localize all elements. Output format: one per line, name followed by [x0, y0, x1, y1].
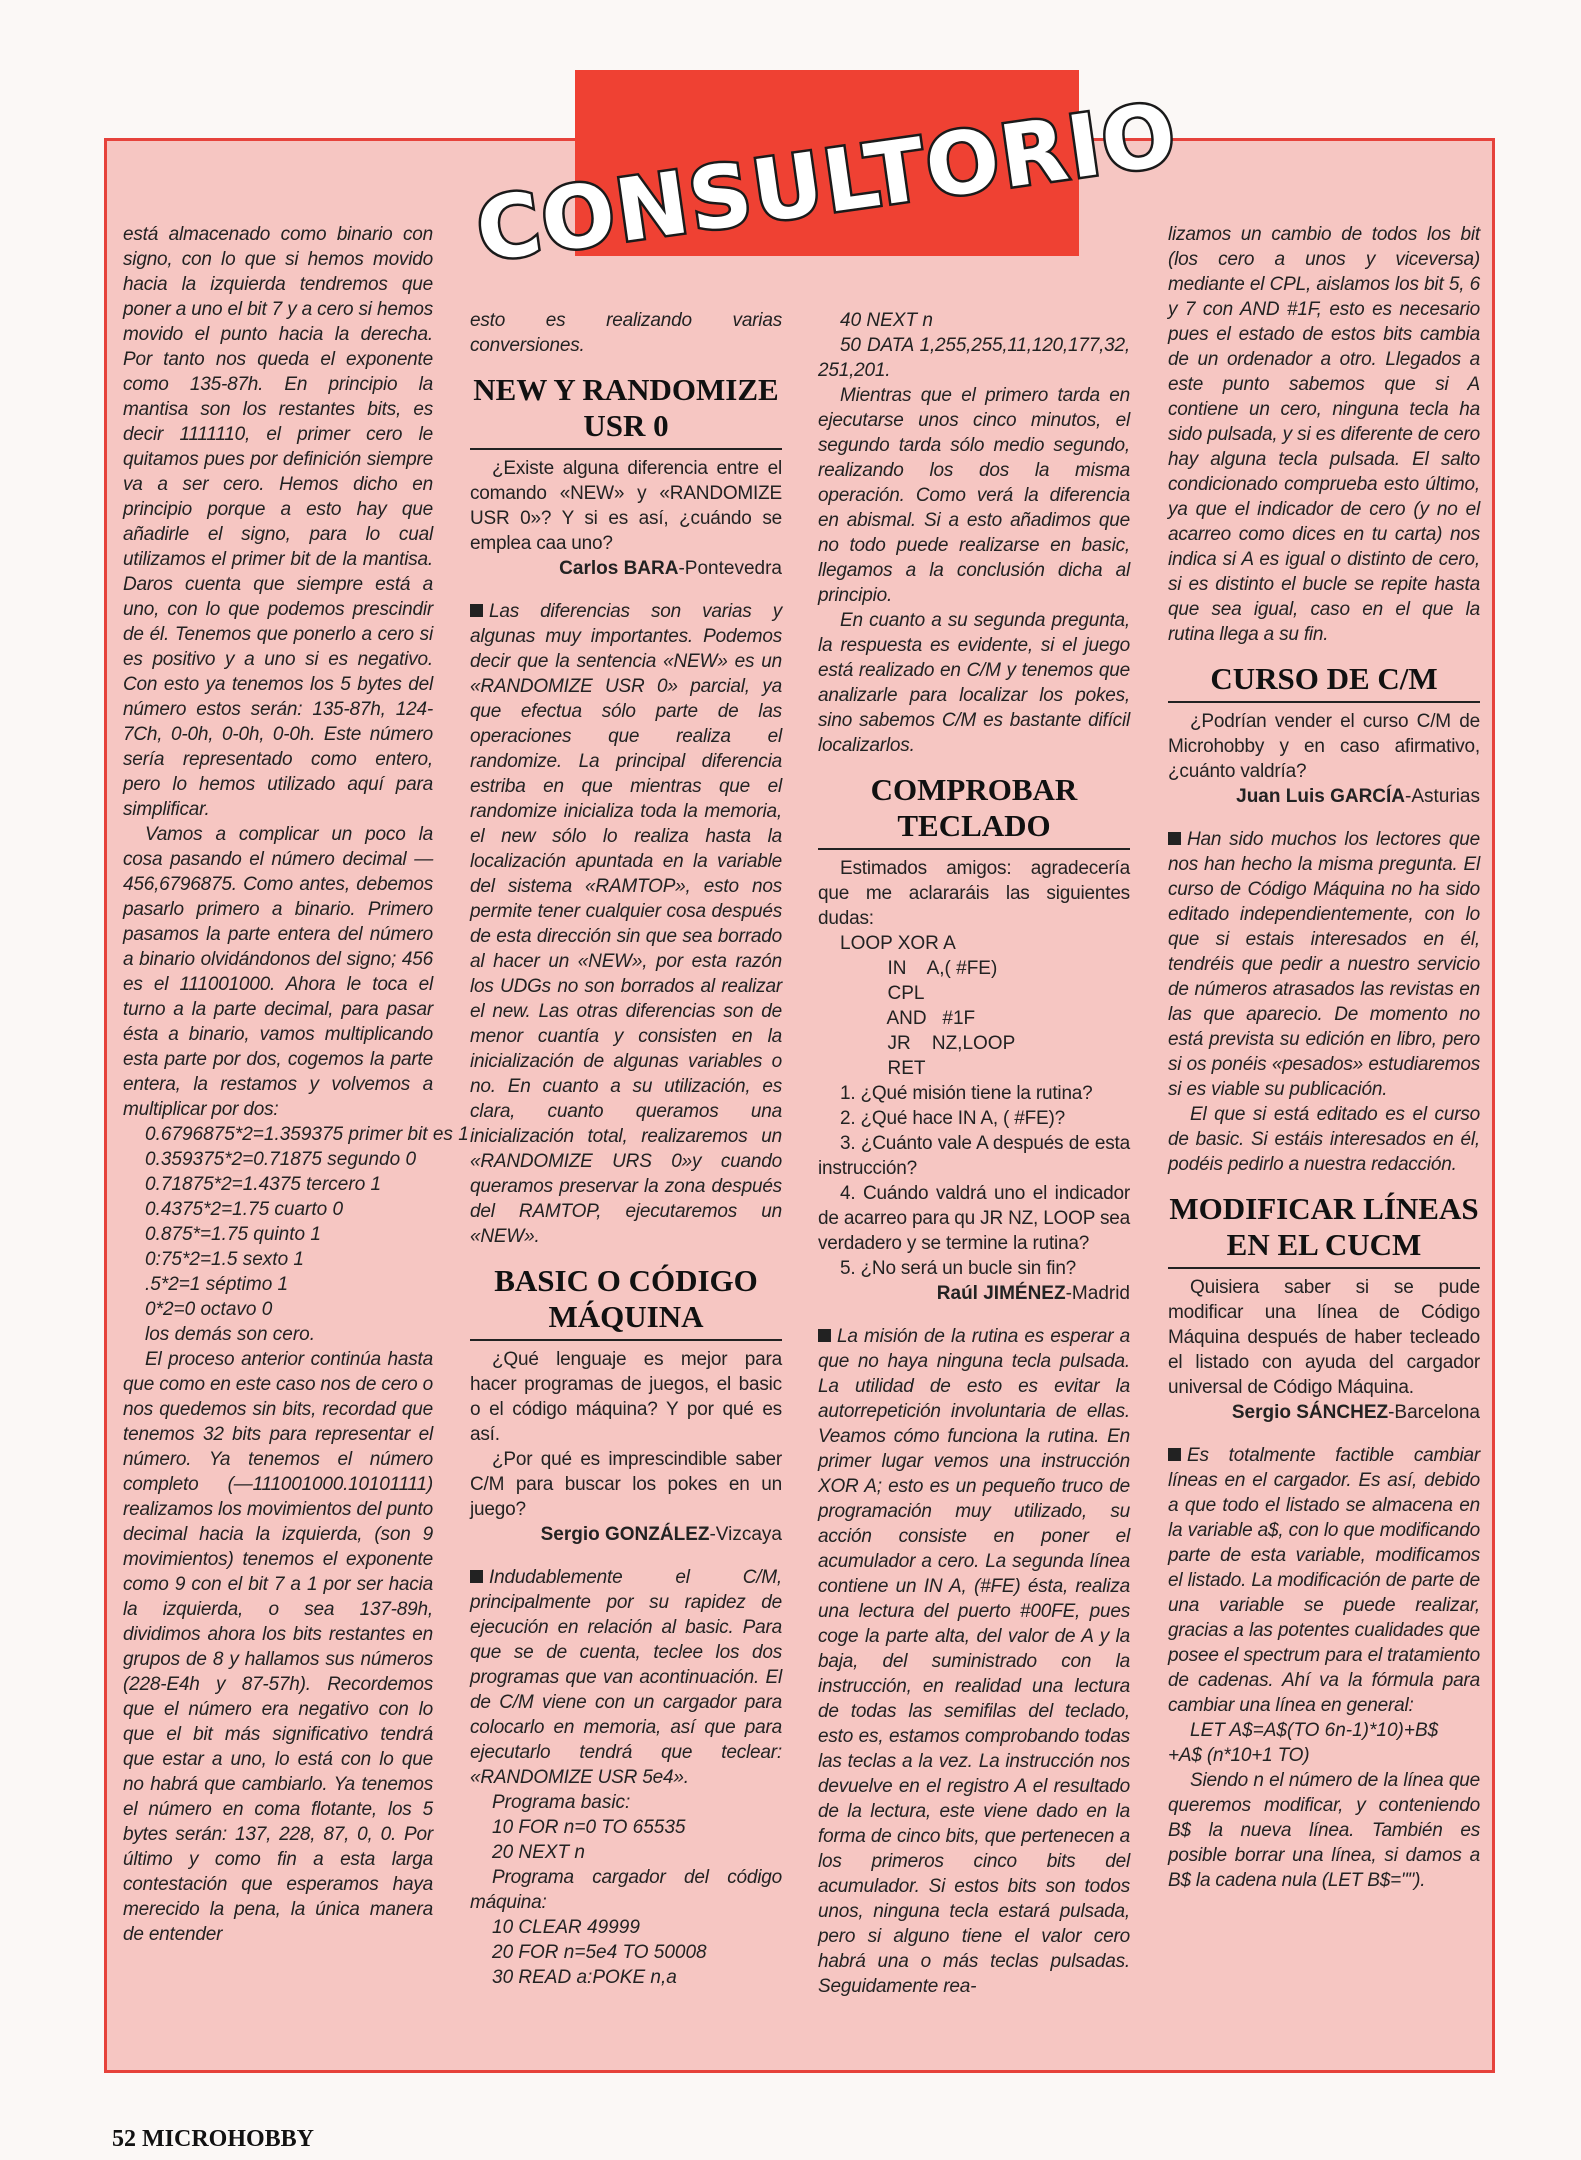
signature-name: Sergio GONZÁLEZ — [540, 1524, 710, 1545]
signature — [818, 1281, 1130, 1306]
column-4 — [1168, 222, 1480, 1893]
asm-line: JR NZ,LOOP — [840, 1033, 1016, 1054]
question-teclado: Estimados amigos: agradecería que me aclararáis las siguientes dudas: — [818, 858, 1130, 929]
answer-curso-cm — [1168, 827, 1480, 1102]
signature-name: Raúl JIMÉNEZ — [936, 1283, 1066, 1304]
code-line: 50 DATA 1,255,255,11,120,177,32, 251,201. — [818, 335, 1130, 381]
calc-line: 0.359375*2=0.71875 segundo 0 — [145, 1149, 417, 1170]
col3-paragraph-1: Mientras que el primero tarda en ejecutarse unos cinco minutos, el segundo tarda sólo medio segundo, realizando los dos la misma operación. Como verá la diferencia en abismal. Si a esto añadimos que no todo puede realizarse en basic, llegamos a la conclusión dicha al principio. — [818, 385, 1130, 606]
formula-line: +A$ (n*10+1 TO) — [1168, 1745, 1310, 1766]
asm-line: IN A,( #FE) — [840, 958, 998, 979]
answer-modificar-2: Siendo n el número de la línea que queremos modificar, y conteniendo B$ la nueva línea. También es posible borrar una línea, si damos a B$ la cadena nula (LET B$=""). — [1168, 1770, 1480, 1891]
question-curso-cm: ¿Podrían vender el curso C/M de Microhobby y en caso afirmativo, ¿cuánto valdría? — [1168, 711, 1480, 782]
answer-text: Han sido muchos los lectores que nos han hecho la misma pregunta. El curso de Código Máquina no ha sido editado independientemente, con lo que si estais interesados en él, tendréis que pedir a nuestro servicio de números atrasados las revistas en las que aparecio. De momento no está prevista su edición en libro, pero si os ponéis «pesados» estudiaremos si es viable su publicación. — [1168, 829, 1480, 1100]
code-line: 20 FOR n=5e4 TO 50008 — [492, 1942, 707, 1963]
signature-name: Sergio SÁNCHEZ — [1231, 1402, 1389, 1423]
calc-line: 0.6796875*2=1.359375 primer bit es 1 — [145, 1124, 469, 1145]
signature — [470, 556, 782, 581]
answer-new-randomize — [470, 599, 782, 1249]
col1-paragraph-1: está almacenado como binario con signo, con lo que si hemos movido hacia la izquierda tendremos que poner a uno el bit 7 y a cero si hemos movido el punto hacia la derecha. Por tanto nos queda el exponente como 135-87h. En principio la mantisa son los restantes bits, es decir 1111110, el primer cero le quitamos pues por definición siempre va a ser cero. Hemos dicho en principio porque a esto hay que añadirle el signo, para lo cual utilizamos el primer bit de la mantisa. Daros cuenta que siempre está a uno, con lo que podemos prescindir de él. Tenemos que ponerlo a cero si es positivo y a uno si es negativo. Con esto ya tenemos los 5 bytes del número estos serán: 135-87h, 124-7Ch, 0-0h, 0-0h, 0-0h. Este número sería representado como entero, pero lo hemos utilizado aquí para simplificar. — [123, 224, 433, 820]
column-2 — [470, 308, 782, 1990]
asm-line: RET — [840, 1058, 926, 1079]
col1-paragraph-2: Vamos a complicar un poco la cosa pasando el número decimal —456,6796875. Como antes, debemos pasarlo primero a binario. Primero pasamos la parte entera del número a binario olvidándonos del signo; 456 es el 111001000. Ahora le toca el turno a la parte decimal, para pasar ésta a binario, vamos multiplicando esta parte por dos, cogemos la parte entera, la restamos y volvemos a multiplicar por dos: — [123, 824, 433, 1120]
asm-line: LOOP XOR A — [840, 933, 956, 954]
signature-place: -Barcelona — [1388, 1402, 1480, 1423]
bullet-square-icon — [818, 1329, 831, 1342]
formula-line: LET A$=A$(TO 6n-1)*10)+B$ — [1190, 1720, 1439, 1741]
asm-line: AND #1F — [840, 1008, 976, 1029]
col2-continuation: esto es realizando varias conversiones. — [470, 310, 782, 356]
question-basic-2: ¿Por qué es imprescindible saber C/M para buscar los pokes en un juego? — [470, 1449, 782, 1520]
col1-paragraph-3: El proceso anterior continúa hasta que como en este caso nos de cero o nos quedemos sin bits, recordad que tenemos 32 bits para representar el número. Ya tenemos el número completo (—111001000.10101111) realizamos los movimientos del punto decimal hacia la izquierda, (son 9 movimientos) tenemos el exponente como 9 con el bit 7 a 1 por ser hacia la izquierda, o sea 137-89h, dividimos ahora los bits restantes en grupos de 8 y hallamos sus números (228-E4h y 87-57h). Recordemos que el número era negativo con lo que el bit más significativo tendrá que estar a uno, lo está con lo que no habrá que cambiarlo. Ya tenemos el número en coma flotante, los 5 bytes serán: 137, 228, 87, 0, 0. Por último y como fin a esta larga contestación que esperamos haya merecido la pena, la única manera de entender — [123, 1349, 433, 1945]
section-title-comprobar-teclado: COMPROBAR TECLADO — [818, 772, 1130, 850]
signature-place: -Pontevedra — [678, 558, 782, 579]
question-new-randomize: ¿Existe alguna diferencia entre el comando «NEW» y «RANDOMIZE USR 0»? Y si es así, ¿cuándo se emplea caa uno? — [470, 458, 782, 554]
header-title-text: CONSULTORIO — [470, 84, 1184, 282]
signature-name: Carlos BARA — [559, 558, 679, 579]
answer-text: Indudablemente el C/M, principalmente por su rapidez de ejecución en relación al basic. Para que se de cuenta, teclee los dos programas que van acontinuación. El de C/M viene con un cargador para colocarlo en memoria, así que para ejecutarlo tendrá que teclear: «RANDOMIZE USR 5e4». — [470, 1567, 782, 1788]
section-title-new-randomize: NEW Y RANDOMIZE USR 0 — [470, 372, 782, 450]
question-modificar: Quisiera saber si se pude modificar una línea de Código Máquina después de haber tecleado el listado con ayuda del cargador universal de Código Máquina. — [1168, 1277, 1480, 1398]
question-item: 5. ¿No será un bucle sin fin? — [840, 1258, 1077, 1279]
asm-line: CPL — [840, 983, 925, 1004]
section-title-modificar-lineas: MODIFICAR LÍNEAS EN EL CUCM — [1168, 1191, 1480, 1269]
calc-line: 0:75*2=1.5 sexto 1 — [145, 1249, 304, 1270]
signature — [1168, 1400, 1480, 1425]
answer-teclado — [818, 1324, 1130, 1999]
question-item: 2. ¿Qué hace IN A, ( #FE)? — [840, 1108, 1066, 1129]
calc-line: los demás son cero. — [145, 1324, 316, 1345]
bullet-square-icon — [1168, 832, 1181, 845]
code-line: 30 READ a:POKE n,a — [492, 1967, 677, 1988]
calc-line: 0.875*=1.75 quinto 1 — [145, 1224, 321, 1245]
bullet-square-icon — [1168, 1448, 1181, 1461]
calc-line: .5*2=1 séptimo 1 — [145, 1274, 289, 1295]
page-footer: 52 MICROHOBBY — [112, 2126, 315, 2152]
code-label: Programa cargador del código máquina: — [470, 1867, 782, 1913]
signature-place: -Asturias — [1405, 786, 1480, 807]
bullet-square-icon — [470, 604, 483, 617]
answer-curso-cm-2: El que si está editado es el curso de basic. Si estáis interesados en él, podéis pedirlo a nuestra redacción. — [1168, 1104, 1480, 1175]
section-title-curso-cm: CURSO DE C/M — [1168, 661, 1480, 703]
signature — [1168, 784, 1480, 809]
code-line: 10 FOR n=0 TO 65535 — [492, 1817, 686, 1838]
signature-name: Juan Luis GARCÍA — [1236, 786, 1406, 807]
column-1 — [123, 222, 469, 1947]
calc-list — [123, 1122, 469, 1347]
answer-modificar — [1168, 1443, 1480, 1718]
answer-text: La misión de la rutina es esperar a que no haya ninguna tecla pulsada. La utilidad de esto es evitar la autorrepetición involuntaria de ellas. Veamos cómo funciona la rutina. En primer lugar vemos una instrucción XOR A; esto es un pequeño truco de programación muy utilizado, su acción consiste en poner el acumulador a cero. La segunda línea contiene un IN A, (#FE) ésta, realiza una lectura del puerto #00FE, pues coge la parte alta, del valor de A y la baja, del suministrado con la instrucción, en realidad una lectura de todas las semifilas del teclado, esto es, estamos comprobando todas las teclas a la vez. La instrucción nos devuelve en el registro A el resultado de la lectura, este viene dado en la forma de cinco bits, que pertenecen a los primeros cinco bits del acumulador. Si estos bits son todos unos, ninguna tecla estará pulsada, pero si alguno tiene el valor cero habrá una o más teclas pulsadas. Seguidamente rea- — [818, 1326, 1130, 1997]
code-label: Programa basic: — [492, 1792, 631, 1813]
col4-continuation: lizamos un cambio de todos los bit (los cero a unos y viceversa) mediante el CPL, aislamos los bit 5, 6 y 7 con AND #1F, esto es necesario pues el estado de estos bits cambia de un ordenador a otro. Llegados a este punto sabemos que si A contiene un cero, ninguna tecla ha sido pulsada, y si es diferente de cero hay alguna tecla pulsada. El salto condicionado comprueba esto último, ya que el indicador de cero (y no el acarreo como dices en tu carta) nos indica si A es igual o distinto de cero, si es distinto el bucle se repite hasta que sea igual, caso en el que la rutina llega a su fin. — [1168, 224, 1480, 645]
answer-text: Es totalmente factible cambiar líneas en el cargador. Es así, debido a que todo el listado se almacena en la variable a$, con lo que modificando parte de esta variable, modificamos el listado. La modificación de parte de una variable se puede realizar, gracias a las potentes cualidades que posee el spectrum para el tratamiento de cadenas. Ahí va la fórmula para cambiar una línea en general: — [1168, 1445, 1480, 1716]
question-item: 1. ¿Qué misión tiene la rutina? — [840, 1083, 1093, 1104]
signature — [470, 1522, 782, 1547]
code-line: 10 CLEAR 49999 — [492, 1917, 640, 1938]
bullet-square-icon — [470, 1570, 483, 1583]
answer-basic-codigo — [470, 1565, 782, 1790]
signature-place: -Vizcaya — [709, 1524, 782, 1545]
question-item: 3. ¿Cuánto vale A después de esta instrucción? — [818, 1133, 1130, 1179]
column-3 — [818, 308, 1130, 1999]
calc-line: 0.4375*2=1.75 cuarto 0 — [145, 1199, 344, 1220]
calc-line: 0.71875*2=1.4375 tercero 1 — [145, 1174, 382, 1195]
question-basic-1: ¿Qué lenguaje es mejor para hacer programas de juegos, el basic o el código máquina? Y por qué es así. — [470, 1349, 782, 1445]
signature-place: -Madrid — [1065, 1283, 1130, 1304]
question-item: 4. Cuándo valdrá uno el indicador de acarreo para qu JR NZ, LOOP sea verdadero y se termine la rutina? — [818, 1183, 1130, 1254]
answer-text: Las diferencias son varias y algunas muy importantes. Podemos decir que la sentencia «NEW» es un «RANDOMIZE USR 0» parcial, ya que efectua sólo parte de las operaciones que realiza el randomize. La principal diferencia estriba en que mientras que el randomize inicializa toda la memoria, el new sólo lo realiza hasta la localización apuntada en la variable del sistema «RAMTOP», esto nos permite tener cualquier cosa después de esta dirección sin que sea borrado al hacer un «NEW», por esta razón los UDGs no son borrados al realizar el new. Las otras diferencias son de menor cuantía y consisten en la inicialización de algunas variables o no. En cuanto a su utilización, es clara, cuanto queramos una inicialización total, realizaremos un «RANDOMIZE URS 0»y cuando queramos preservar la zona después del RAMTOP, ejecutaremos un «NEW». — [470, 601, 782, 1247]
header-title — [470, 84, 1184, 282]
col3-paragraph-2: En cuanto a su segunda pregunta, la respuesta es evidente, si el juego está realizado en C/M y tenemos que analizarle para localizar los pokes, sino sabemos C/M es bastante difícil localizarlos. — [818, 610, 1130, 756]
code-line: 40 NEXT n — [840, 310, 933, 331]
code-line: 20 NEXT n — [492, 1842, 585, 1863]
calc-line: 0*2=0 octavo 0 — [145, 1299, 273, 1320]
section-title-basic-codigo: BASIC O CÓDIGO MÁQUINA — [470, 1263, 782, 1341]
